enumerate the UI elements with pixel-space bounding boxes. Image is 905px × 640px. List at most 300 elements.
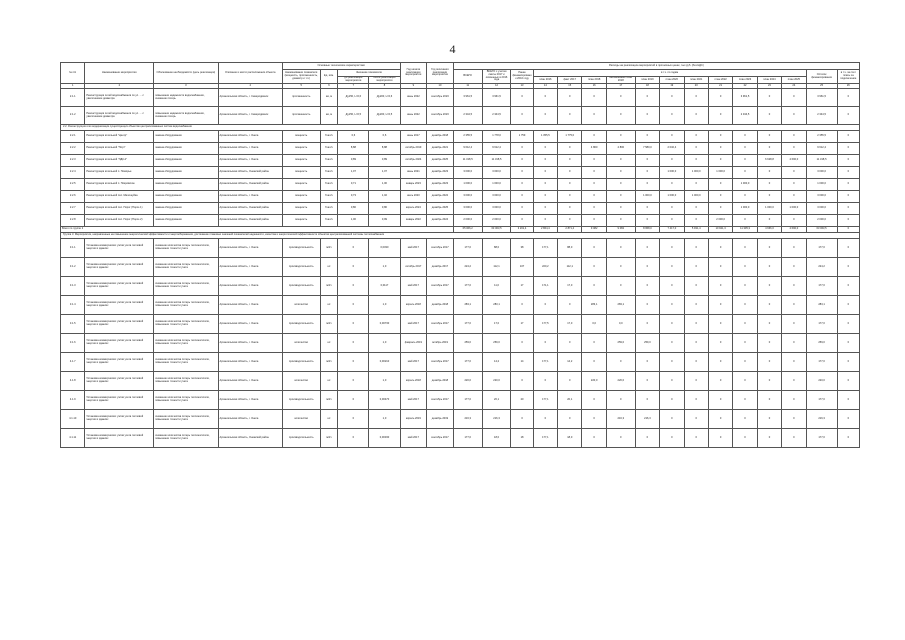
table-cell: 0 bbox=[511, 179, 533, 191]
table-cell: сентябрь 2023 bbox=[427, 107, 454, 125]
table-cell: 0 bbox=[733, 315, 757, 334]
header-cell: план 2021 bbox=[684, 77, 708, 84]
table-cell: 0 bbox=[660, 203, 684, 215]
table-cell: Ду150, L=0,5 bbox=[338, 107, 369, 125]
subtotal-cell: 8 958,0 bbox=[635, 227, 659, 233]
table-cell: 0 bbox=[606, 353, 635, 372]
table-cell: мощность bbox=[282, 215, 320, 227]
column-index-cell: 18 bbox=[635, 84, 659, 89]
table-cell: 177,5 bbox=[533, 315, 557, 334]
table-cell: 0 bbox=[757, 131, 781, 143]
table-cell: 0 bbox=[606, 167, 635, 179]
table-cell: 0 bbox=[606, 191, 635, 203]
header-cell: № п/п bbox=[61, 63, 85, 84]
table-cell: 2 000,0 bbox=[453, 215, 482, 227]
table-cell: 0 bbox=[635, 239, 659, 258]
table-cell: 0 bbox=[511, 215, 533, 227]
table-cell: 20,1 bbox=[482, 391, 511, 410]
table-cell: Архангельская область, г. Онега bbox=[218, 410, 282, 429]
table-cell: 0 bbox=[733, 277, 757, 296]
table-cell: Установка коммерческих узлов учета тепловой энергии в зданиях bbox=[85, 372, 154, 391]
table-cell: 14,2 bbox=[482, 353, 511, 372]
table-cell: 3 000,0 bbox=[806, 167, 837, 179]
table-cell: 0 bbox=[782, 179, 806, 191]
header-cell: Расходы на реализацию мероприятий в прогнозных ценах, тыс.руб. (без НДС) bbox=[453, 63, 859, 70]
table-cell: 0 bbox=[660, 296, 684, 315]
table-cell: 1,07 bbox=[338, 167, 369, 179]
table-cell: 0 bbox=[757, 215, 781, 227]
table-cell: 3.1.4 bbox=[61, 296, 85, 315]
column-index-cell: 13 bbox=[511, 84, 533, 89]
subtotal-cell: 4 690,0 bbox=[782, 227, 806, 233]
table-cell: 0 bbox=[782, 353, 806, 372]
table-cell: 0 bbox=[660, 353, 684, 372]
table-cell: 0,6 bbox=[338, 131, 369, 143]
table-cell: 216,3 bbox=[806, 410, 837, 429]
table-cell: 2.2.3 bbox=[61, 155, 85, 167]
table-cell: январь 2023 bbox=[400, 179, 427, 191]
table-cell: Архангельская область, г. Онега bbox=[218, 155, 282, 167]
table-cell: 1 355,5 bbox=[533, 131, 557, 143]
table-cell: 216,3 bbox=[606, 410, 635, 429]
table-cell: 0 bbox=[511, 107, 533, 125]
table-cell: 0 bbox=[606, 107, 635, 125]
table-row bbox=[61, 391, 860, 410]
column-index-cell: 20 bbox=[684, 84, 708, 89]
table-cell: Реконструкция котельной "Порт" bbox=[85, 143, 154, 155]
table-cell: 0 bbox=[660, 391, 684, 410]
subtotal-cell: 0 bbox=[837, 227, 859, 233]
table-cell: 0 bbox=[684, 296, 708, 315]
table-cell: производительность bbox=[282, 429, 320, 448]
table-cell: 0 bbox=[684, 353, 708, 372]
investment-program-table bbox=[60, 62, 860, 448]
table-cell: Архангельская область, г. Онега bbox=[218, 372, 282, 391]
table-cell: 8,88 bbox=[338, 143, 369, 155]
table-cell: 2.2.2 bbox=[61, 143, 85, 155]
table-cell: 3 000,0 bbox=[482, 203, 511, 215]
table-cell: 11 318,5 bbox=[453, 155, 482, 167]
table-cell: 0 bbox=[582, 334, 606, 353]
table-cell: 14,2 bbox=[558, 353, 582, 372]
table-cell: 1 000,0 bbox=[684, 191, 708, 203]
table-cell: 0 bbox=[533, 89, 557, 107]
table-cell: 0 bbox=[582, 167, 606, 179]
table-cell: 0 bbox=[582, 155, 606, 167]
table-cell: декабрь 2025 bbox=[427, 203, 454, 215]
table-cell: апрель 2019 bbox=[400, 410, 427, 429]
table-cell: 0 bbox=[684, 372, 708, 391]
table-cell: 0 bbox=[558, 372, 582, 391]
table-cell: мощность bbox=[282, 155, 320, 167]
table-cell: 3 961,5 bbox=[453, 89, 482, 107]
table-cell: 220,0 bbox=[606, 372, 635, 391]
table-cell: 9 612,4 bbox=[806, 143, 837, 155]
subtotal-cell: 2 871,4 bbox=[558, 227, 582, 233]
header-cell: план 2023 bbox=[733, 77, 757, 84]
table-cell: снижение количества потерь теплоносителя, повышение точности учета bbox=[154, 334, 218, 353]
table-cell: снижение количества потерь теплоносителя, повышение точности учета bbox=[154, 429, 218, 448]
table-cell: 0 bbox=[757, 167, 781, 179]
table-cell: 0 bbox=[582, 179, 606, 191]
table-cell: Архангельская область, г. Онега bbox=[218, 353, 282, 372]
table-cell: 0 bbox=[338, 410, 369, 429]
subtotal-cell: 9 082 bbox=[606, 227, 635, 233]
table-cell: 0 bbox=[338, 315, 369, 334]
table-cell: 0 bbox=[708, 277, 732, 296]
header-cell: Остаток финансирования bbox=[806, 70, 837, 84]
table-cell: 0 bbox=[660, 258, 684, 277]
table-cell: 0 bbox=[782, 239, 806, 258]
table-cell: Реконструкция котельной п. Покровское bbox=[85, 179, 154, 191]
table-cell: 0 bbox=[733, 167, 757, 179]
table-cell: 0 bbox=[635, 391, 659, 410]
table-cell: 0 bbox=[582, 191, 606, 203]
header-cell: план 2016 bbox=[533, 77, 557, 84]
table-cell: 11 318,5 bbox=[806, 155, 837, 167]
table-cell: 0 bbox=[782, 167, 806, 179]
table-cell: 0 bbox=[708, 203, 732, 215]
table-cell: 0 bbox=[558, 296, 582, 315]
table-cell: 0 bbox=[660, 410, 684, 429]
table-cell: 0 bbox=[684, 131, 708, 143]
table-cell: 1 000,0 bbox=[806, 179, 837, 191]
table-cell: декабрь 2023 bbox=[427, 167, 454, 179]
table-cell: м3/ч bbox=[320, 353, 338, 372]
column-index-cell: 10 bbox=[427, 84, 454, 89]
table-cell: Архангельская область, г. Онега bbox=[218, 258, 282, 277]
table-cell: 0 bbox=[733, 143, 757, 155]
column-index-cell: 2 bbox=[85, 84, 154, 89]
column-index-cell: 25 bbox=[806, 84, 837, 89]
table-cell: 3.1.6 bbox=[61, 334, 85, 353]
table-cell: 0 bbox=[837, 167, 859, 179]
table-cell: 9 612,4 bbox=[482, 143, 511, 155]
table-cell: 283,1 bbox=[582, 296, 606, 315]
table-cell: 1 775,0 bbox=[558, 131, 582, 143]
table-cell: 0 bbox=[837, 277, 859, 296]
table-cell: октябрь 2017 bbox=[400, 258, 427, 277]
table-cell: 0 bbox=[684, 315, 708, 334]
table-cell: июнь 2017 bbox=[400, 131, 427, 143]
table-cell: 17,0 bbox=[482, 315, 511, 334]
header-cell: в т.ч. по годам bbox=[533, 70, 806, 77]
table-row bbox=[61, 191, 860, 203]
table-cell: 4.1.8 bbox=[61, 372, 85, 391]
column-index-cell: 7 bbox=[338, 84, 369, 89]
table-cell: замена оборудования bbox=[154, 191, 218, 203]
subtotal-cell: 9 082 bbox=[582, 227, 606, 233]
column-index-cell: 17 bbox=[606, 84, 635, 89]
table-cell: 0 bbox=[757, 239, 781, 258]
table-cell: 0 bbox=[733, 215, 757, 227]
table-cell: 1 000,0 bbox=[660, 167, 684, 179]
table-cell: октябрь 2024 bbox=[400, 155, 427, 167]
table-cell: производительность bbox=[282, 258, 320, 277]
table-cell: январь 2022 bbox=[400, 215, 427, 227]
table-cell: 0 bbox=[533, 179, 557, 191]
table-cell: 3 000,0 bbox=[806, 191, 837, 203]
header-cell: Наименование мероприятия bbox=[85, 63, 154, 84]
table-cell: декабрь 2017 bbox=[427, 258, 454, 277]
table-cell: 4.1.9 bbox=[61, 391, 85, 410]
table-cell: 4 800 bbox=[582, 143, 606, 155]
table-cell: 0 bbox=[708, 155, 732, 167]
table-cell: декабрь 2024 bbox=[427, 215, 454, 227]
table-cell: 0 bbox=[511, 89, 533, 107]
table-row bbox=[61, 429, 860, 448]
table-cell: 0 bbox=[733, 239, 757, 258]
table-cell: 0 bbox=[660, 215, 684, 227]
table-cell: повышение надежности водоснабжения, снижение потерь bbox=[154, 89, 218, 107]
table-cell: 0 bbox=[684, 429, 708, 448]
table-row bbox=[61, 277, 860, 296]
table-cell: 11 318,5 bbox=[482, 155, 511, 167]
table-cell: м3/ч bbox=[320, 391, 338, 410]
table-cell: 88,0 bbox=[558, 239, 582, 258]
table-cell: 177,0 bbox=[453, 353, 482, 372]
table-cell: Гкал/ч bbox=[320, 167, 338, 179]
header-cell: неосвоенный план 2018 bbox=[606, 77, 635, 84]
table-cell: 0 bbox=[684, 143, 708, 155]
table-cell: 0 bbox=[708, 239, 732, 258]
table-cell: 0 bbox=[837, 410, 859, 429]
table-cell: 177,0 bbox=[806, 391, 837, 410]
header-cell: факт 2017 bbox=[558, 77, 582, 84]
table-cell: производительность bbox=[282, 315, 320, 334]
table-cell: 0 bbox=[660, 179, 684, 191]
table-cell: замена оборудования bbox=[154, 131, 218, 143]
table-cell: 0 bbox=[708, 191, 732, 203]
table-cell: 0 bbox=[558, 143, 582, 155]
table-cell: 177,0 bbox=[806, 429, 837, 448]
table-cell: 0 bbox=[582, 131, 606, 143]
table-cell: 0,00730 bbox=[369, 315, 400, 334]
table-cell: Реконструкция котельной "ЛДК-2" bbox=[85, 155, 154, 167]
table-cell: 0 bbox=[757, 391, 781, 410]
table-cell: 0 bbox=[837, 191, 859, 203]
table-cell: 0 bbox=[837, 334, 859, 353]
table-cell: 0 bbox=[733, 334, 757, 353]
table-cell: 0,71 bbox=[338, 179, 369, 191]
table-cell: 8,88 bbox=[369, 143, 400, 155]
table-cell: 0 bbox=[533, 410, 557, 429]
table-cell: 0 bbox=[684, 215, 708, 227]
table-cell: производительность bbox=[282, 353, 320, 372]
table-cell: декабрь 2018 bbox=[427, 131, 454, 143]
table-cell: 0 bbox=[635, 372, 659, 391]
table-cell: 0 bbox=[782, 215, 806, 227]
table-cell: 0 bbox=[757, 143, 781, 155]
table-cell: 0 bbox=[708, 334, 732, 353]
table-cell: Архангельская область, Онежский район bbox=[218, 203, 282, 215]
table-cell: 3 000,0 bbox=[453, 167, 482, 179]
table-cell: 0 bbox=[757, 334, 781, 353]
column-index-cell: 16 bbox=[582, 84, 606, 89]
table-cell: 1 759 bbox=[511, 131, 533, 143]
table-cell: 2.2.6 bbox=[61, 191, 85, 203]
table-cell: 0 bbox=[684, 89, 708, 107]
table-cell: 3.1.5 bbox=[61, 315, 85, 334]
table-cell: 0 bbox=[582, 258, 606, 277]
table-cell: 0 bbox=[338, 334, 369, 353]
table-cell: 0 bbox=[635, 296, 659, 315]
table-cell: 0 bbox=[837, 143, 859, 155]
table-cell: 0,0 bbox=[606, 315, 635, 334]
table-cell: 0 bbox=[837, 155, 859, 167]
section-title: Группа 3. Мероприятия, направленные на повышение энергетической эффективности и энергосбережения, достижение плановых значений показателей надежности, качества и энергетической эффективности объектов централизованной системы теплоснабжения bbox=[61, 233, 860, 239]
table-cell: 0 bbox=[511, 191, 533, 203]
header-cell: план 2024 bbox=[757, 77, 781, 84]
table-cell: 2 000,0 bbox=[482, 215, 511, 227]
table-cell: шт bbox=[320, 372, 338, 391]
table-row bbox=[61, 410, 860, 429]
column-index-cell: 26 bbox=[837, 84, 859, 89]
table-cell: 220,0 bbox=[582, 372, 606, 391]
column-index-cell: 5 bbox=[282, 84, 320, 89]
table-cell: 0 bbox=[782, 410, 806, 429]
table-cell: 0 bbox=[837, 372, 859, 391]
table-cell: июнь 2021 bbox=[400, 167, 427, 179]
table-cell: 4 690,0 bbox=[782, 155, 806, 167]
table-cell: 0 bbox=[635, 429, 659, 448]
table-cell: Архангельская область, Онежский район bbox=[218, 179, 282, 191]
table-cell: 0 bbox=[782, 258, 806, 277]
header-cell: Год окончания реализации мероприятия bbox=[427, 63, 454, 84]
column-index-cell: 14 bbox=[533, 84, 557, 89]
table-cell: 0 bbox=[511, 155, 533, 167]
header-cell: до реализации мероприятия bbox=[338, 77, 369, 84]
table-cell: 1,00 bbox=[369, 179, 400, 191]
table-cell: 0 bbox=[757, 277, 781, 296]
table-cell: 1,07 bbox=[369, 167, 400, 179]
table-cell: май 2017 bbox=[400, 391, 427, 410]
header-cell: план 2018 bbox=[582, 77, 606, 84]
table-cell: 1 000,0 bbox=[660, 191, 684, 203]
table-cell: декабрь 2018 bbox=[427, 372, 454, 391]
table-cell: мощность bbox=[282, 131, 320, 143]
table-cell: 0 bbox=[606, 277, 635, 296]
table-cell: 0 bbox=[837, 89, 859, 107]
table-cell: 4 800 bbox=[606, 143, 635, 155]
table-row bbox=[61, 107, 860, 125]
table-cell: 0 bbox=[708, 89, 732, 107]
table-cell: 2 344,5 bbox=[806, 107, 837, 125]
table-cell: 1 000,0 bbox=[708, 167, 732, 179]
header-cell: в т.ч. за счет платы за подключение bbox=[837, 70, 859, 84]
table-cell: 0 bbox=[511, 372, 533, 391]
table-cell: 259,0 bbox=[635, 334, 659, 353]
column-index-cell: 8 bbox=[369, 84, 400, 89]
header-cell: план 2022 bbox=[708, 77, 732, 84]
table-cell: Архангельская область, Онежский район bbox=[218, 215, 282, 227]
table-cell: 177,0 bbox=[806, 315, 837, 334]
table-cell: снижение количества потерь теплоносителя, повышение точности учета bbox=[154, 315, 218, 334]
table-cell: 0 bbox=[511, 143, 533, 155]
table-cell: 0 bbox=[660, 372, 684, 391]
table-cell: 0,00210 bbox=[369, 353, 400, 372]
subtotal-cell: 5 931,4 bbox=[684, 227, 708, 233]
table-cell: 0 bbox=[338, 391, 369, 410]
table-cell: 0 bbox=[606, 203, 635, 215]
table-cell: 220,0 bbox=[453, 372, 482, 391]
table-cell: 2.2.8 bbox=[61, 215, 85, 227]
table-cell: 3 961,5 bbox=[806, 89, 837, 107]
table-cell: 1 000,0 bbox=[782, 203, 806, 215]
table-cell: протяженность bbox=[282, 89, 320, 107]
table-cell: 0 bbox=[733, 191, 757, 203]
table-cell: шт bbox=[320, 410, 338, 429]
table-cell: 0 bbox=[582, 203, 606, 215]
table-cell: 0 bbox=[733, 296, 757, 315]
table-cell: 0 bbox=[582, 353, 606, 372]
table-cell: 0 bbox=[733, 372, 757, 391]
table-cell: сентябрь 2017 bbox=[427, 315, 454, 334]
table-cell: декабрь 2023 bbox=[427, 179, 454, 191]
table-cell: 177,0 bbox=[453, 391, 482, 410]
table-cell: 0 bbox=[733, 258, 757, 277]
table-cell: 0 bbox=[733, 155, 757, 167]
table-cell: май 2017 bbox=[400, 277, 427, 296]
table-cell: 0 bbox=[533, 155, 557, 167]
table-cell: 177,1 bbox=[533, 353, 557, 372]
table-cell: Реконструкция котельной пос. Малошуйка bbox=[85, 191, 154, 203]
header-cell: Основные технические характеристики bbox=[282, 63, 400, 70]
table-cell: 1,00 bbox=[338, 215, 369, 227]
table-row bbox=[61, 167, 860, 179]
table-cell: 107 bbox=[511, 258, 533, 277]
subtotal-cell: 3 201,4 bbox=[511, 227, 533, 233]
table-cell: 0 bbox=[582, 410, 606, 429]
table-cell: 224,2 bbox=[453, 258, 482, 277]
table-cell: м3/ч bbox=[320, 429, 338, 448]
table-cell: 0 bbox=[757, 410, 781, 429]
table-cell: повышение надежности водоснабжения, снижение потерь bbox=[154, 107, 218, 125]
table-row bbox=[61, 203, 860, 215]
table-cell: снижение количества потерь теплоносителя, повышение точности учета bbox=[154, 296, 218, 315]
table-cell: 216,3 bbox=[635, 410, 659, 429]
table-cell: 0 bbox=[837, 107, 859, 125]
table-cell: Реконструкция котельной пос. Порог (Порог-2) bbox=[85, 215, 154, 227]
table-cell: апрель 2018 bbox=[400, 296, 427, 315]
table-cell: замена оборудования bbox=[154, 203, 218, 215]
table-cell: 259,0 bbox=[482, 334, 511, 353]
table-cell: 0 bbox=[533, 334, 557, 353]
table-cell: 0 bbox=[606, 89, 635, 107]
table-cell: 0 bbox=[837, 239, 859, 258]
table-cell: 0,99 bbox=[369, 215, 400, 227]
subtotal-cell: 10 921,3 bbox=[708, 227, 732, 233]
table-cell: 1,0 bbox=[369, 372, 400, 391]
table-cell: мощность bbox=[282, 179, 320, 191]
table-cell: декабрь 2019 bbox=[427, 410, 454, 429]
table-cell: 2 355,5 bbox=[453, 131, 482, 143]
header-cell: план 2019 bbox=[635, 77, 659, 84]
table-cell: км, м bbox=[320, 107, 338, 125]
table-cell: 0,0 bbox=[582, 315, 606, 334]
table-cell: Ду150, L=0,6 bbox=[338, 89, 369, 107]
table-cell: 0 bbox=[582, 89, 606, 107]
table-cell: сентябрь 2017 bbox=[427, 353, 454, 372]
table-cell: снижение количества потерь теплоносителя, повышение точности учета bbox=[154, 258, 218, 277]
subtotal-cell: 2 864,4 bbox=[533, 227, 557, 233]
table-cell: 0 bbox=[558, 410, 582, 429]
table-cell: 0 bbox=[660, 239, 684, 258]
table-cell: 0 bbox=[708, 353, 732, 372]
table-cell: Ду200, L=0,6 bbox=[369, 89, 400, 107]
column-index-cell: 11 bbox=[453, 84, 482, 89]
table-cell: 1 000,0 bbox=[733, 179, 757, 191]
